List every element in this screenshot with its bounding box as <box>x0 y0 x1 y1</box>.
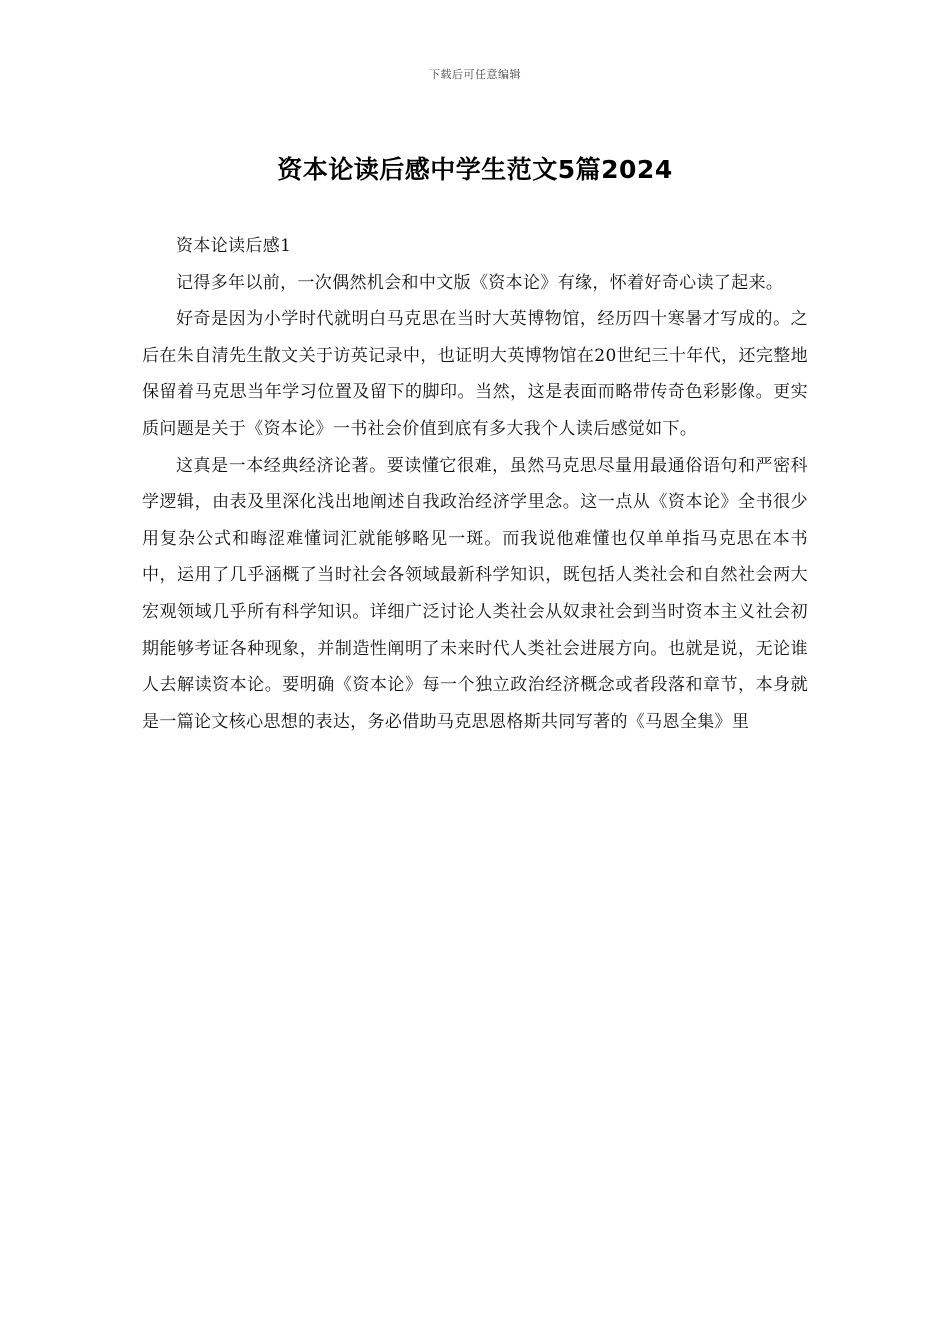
paragraph: 好奇是因为小学时代就明白马克思在当时大英博物馆，经历四十寒暑才写成的。之后在朱自清先生散文关于访英记录中，也证明大英博物馆在20世纪三十年代，还完整地保留着马克思当年学习位置及留下的脚印。当然，这是表面而略带传奇色彩影像。更实质问题是关于《资本论》一书社会价值到底有多大我个人读后感觉如下。 <box>142 309 808 439</box>
document-body <box>142 228 808 740</box>
header-note: 下载后可任意编辑 <box>429 68 521 81</box>
document-title: 资本论读后感中学生范文5篇2024 <box>277 155 673 184</box>
paragraph: 这真是一本经典经济论著。要读懂它很难，虽然马克思尽量用最通俗语句和严密科学逻辑，由表及里深化浅出地阐述自我政治经济学里念。这一点从《资本论》全书很少用复杂公式和晦涩难懂词汇就能够略见一斑。而我说他难懂也仅单单指马克思在本书中，运用了几乎涵概了当时社会各领域最新科学知识，既包括人类社会和自然社会两大宏观领域几乎所有科学知识。详细广泛讨论人类社会从奴隶社会到当时资本主义社会初期能够考证各种现象，并制造性阐明了未来时代人类社会进展方向。也就是说，无论谁人去解读资本论。要明确《资本论》每一个独立政治经济概念或者段落和章节，本身就是一篇论文核心思想的表达，务必借助马克思恩格斯共同写著的《马恩全集》里 <box>142 455 808 732</box>
paragraph: 记得多年以前，一次偶然机会和中文版《资本论》有缘，怀着好奇心读了起来。 <box>176 272 784 293</box>
section-heading: 资本论读后感1 <box>176 236 292 256</box>
